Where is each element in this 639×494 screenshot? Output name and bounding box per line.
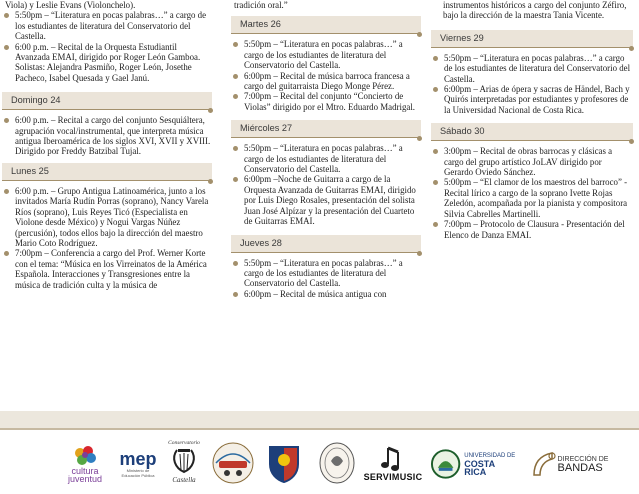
logo-cultura-juventud: cultura juventud: [58, 442, 112, 486]
logo-seal: [316, 440, 358, 486]
event-entry: 7:00pm – Recital del conjunto “Concierto de Violas” dirigido por el Mtro. Eduardo Madrigal.: [231, 91, 421, 112]
event-entry: 5:50pm – “Literatura en pocas palabras…” a cargo de los estudiantes de literatura del Conservatorio del Castella.: [2, 10, 212, 41]
logo-mep: mep Ministerio de Educación Pública: [119, 449, 157, 478]
footer-stripe: [0, 411, 639, 428]
event-entry: instrumentos históricos a cargo del conjunto Zéfiro, bajo la dirección de la maestra Tania Vicente.: [443, 0, 627, 21]
event-entry: 6:00 p.m. – Grupo Antigua Latinoamérica, junto a los invitados María Rudín Porras (soprano), Nancy Varela Ríos (soprano), Luis Reyes Ticó (Especialista en Violone desde México) y Nogui Vargas Núñez (percusión), todos ellos bajo la dirección del maestro Mario Coto Rodríguez.: [2, 186, 212, 248]
event-entry: 5:00pm – “El clamor de los maestros del barroco” - Recital lírico a cargo de la soprano Ivette Rojas Zeledón, acompañada por la pianista y compositora Silvia Cabrelles Martinelli.: [431, 177, 633, 219]
event-entry: 6:00pm – Recital de música barroca francesa a cargo del guitarraista Diego Monge Pérez.: [231, 71, 421, 92]
footer-stripe-line: [0, 428, 639, 430]
logo-conservatorio-castella: Conservatorio Castella: [168, 440, 200, 484]
logo-direccion-bandas: DIRECCIÓN DE BANDAS: [524, 442, 614, 486]
header-dot-icon: [417, 32, 422, 37]
cultura-flower-icon: [72, 445, 98, 467]
event-entry: 6:00pm – Arias de ópera y sacras de Händel, Bach y Quirós interpretadas por estudiantes y profesores de la Universidad Nacional de Costa Rica.: [431, 84, 633, 115]
lyre-icon: [169, 446, 199, 476]
bullet-icon: [233, 146, 238, 151]
event-entry: 5:50pm – “Literatura en pocas palabras…” a cargo de los estudiantes de literatura del Conservatorio del Castella.: [231, 39, 421, 70]
bullet-icon: [233, 177, 238, 182]
ensemble-badge-icon: [210, 441, 256, 485]
bullet-icon: [233, 42, 238, 47]
event-entry: 5:50pm – “Literatura en pocas palabras…” a cargo de los estudiantes de literatura del Conservatorio del Castella.: [431, 53, 633, 84]
header-dot-icon: [417, 136, 422, 141]
header-dot-icon: [629, 46, 634, 51]
bullet-icon: [433, 87, 438, 92]
column-right: [431, 0, 633, 240]
bullet-icon: [4, 251, 9, 256]
bullet-icon: [233, 292, 238, 297]
column-left-top: [2, 0, 212, 83]
horn-icon: [530, 449, 556, 479]
event-entry: 7:00pm – Protocolo de Clausura - Presentación del Elenco de Danza EMAI.: [431, 219, 633, 240]
column-left: [2, 0, 212, 290]
column-middle: [231, 0, 421, 299]
bullet-icon: [4, 45, 9, 50]
bullet-icon: [4, 118, 9, 123]
event-entry: 3:00pm – Recital de obras barrocas y clásicas a cargo del grupo artístico JoLAV dirigido por Gerardo Oviedo Sánchez.: [431, 146, 633, 177]
day-header-jueves: Jueves 28: [231, 235, 421, 253]
bullet-icon: [4, 13, 9, 18]
logo-ensemble-badge: [208, 440, 258, 486]
header-dot-icon: [629, 139, 634, 144]
day-header-viernes: Viernes 29: [431, 30, 633, 48]
event-entry: 6:00pm –Noche de Guitarra a cargo de la Orquesta Avanzada de Guitarras EMAI, dirigido por Luis Diego Rosales, presentación del solista Juan José Alpízar y la presentación del Cuarteto de Guitarras EMAI.: [231, 174, 421, 226]
bullet-icon: [433, 56, 438, 61]
bullet-icon: [433, 180, 438, 185]
bullet-icon: [433, 149, 438, 154]
event-entry: 7:00pm – Conferencia a cargo del Prof. Werner Korte con el tema: “Música en los Virreinatos de la América Española. Interacciones y Transgresiones entre la música de tradición culta y la música de: [2, 248, 212, 290]
header-dot-icon: [417, 251, 422, 256]
logo-shield: [264, 442, 304, 486]
day-header-miercoles: Miércoles 27: [231, 120, 421, 138]
shield-icon: [267, 444, 301, 484]
header-dot-icon: [208, 179, 213, 184]
seal-icon: [318, 441, 356, 485]
ucr-crest-icon: [430, 448, 461, 480]
day-header-martes: Martes 26: [231, 16, 421, 34]
day-header-lunes: Lunes 25: [2, 163, 212, 181]
day-header-domingo: Domingo 24: [2, 92, 212, 110]
bullet-icon: [4, 189, 9, 194]
sponsor-logos: [0, 434, 639, 492]
event-entry: 5:50pm – “Literatura en pocas palabras…” a cargo de los estudiantes de literatura del Conservatorio del Castella.: [231, 258, 421, 289]
event-entry: 6:00 p.m. – Recital de la Orquesta Estudiantil Avanzada EMAI, dirigido por Roger León Gamboa. Solistas: Alejandra Pasmiño, Roger León, Josethe Pacheco, Isabel Quesada y Gael Janú.: [2, 42, 212, 84]
logo-ucr: UNIVERSIDAD DE COSTA RICA: [430, 442, 518, 486]
bullet-icon: [233, 74, 238, 79]
event-entry: 5:50pm – “Literatura en pocas palabras…” a cargo de los estudiantes de literatura del Conservatorio del Castella.: [231, 143, 421, 174]
bullet-icon: [433, 222, 438, 227]
event-entry: 6:00 p.m. – Recital a cargo del conjunto Sesquiáltera, agrupación vocal/instrumental, que interpreta música antigua Iberoamérica de los siglos XVI, XVII y XVIII. Dirigido por Freddy Batzibal Tujal.: [2, 115, 212, 157]
bullet-icon: [233, 94, 238, 99]
logo-servimusic: SERVIMUSIC: [360, 442, 426, 486]
event-entry: 6:00pm – Recital de música antigua con: [231, 289, 421, 299]
event-entry: Viola) y Leslie Evans (Violonchelo).: [5, 0, 136, 10]
event-entry: tradición oral.”: [234, 0, 288, 10]
music-note-icon: [378, 446, 408, 472]
bullet-icon: [233, 261, 238, 266]
day-header-sabado: Sábado 30: [431, 123, 633, 141]
header-dot-icon: [208, 108, 213, 113]
